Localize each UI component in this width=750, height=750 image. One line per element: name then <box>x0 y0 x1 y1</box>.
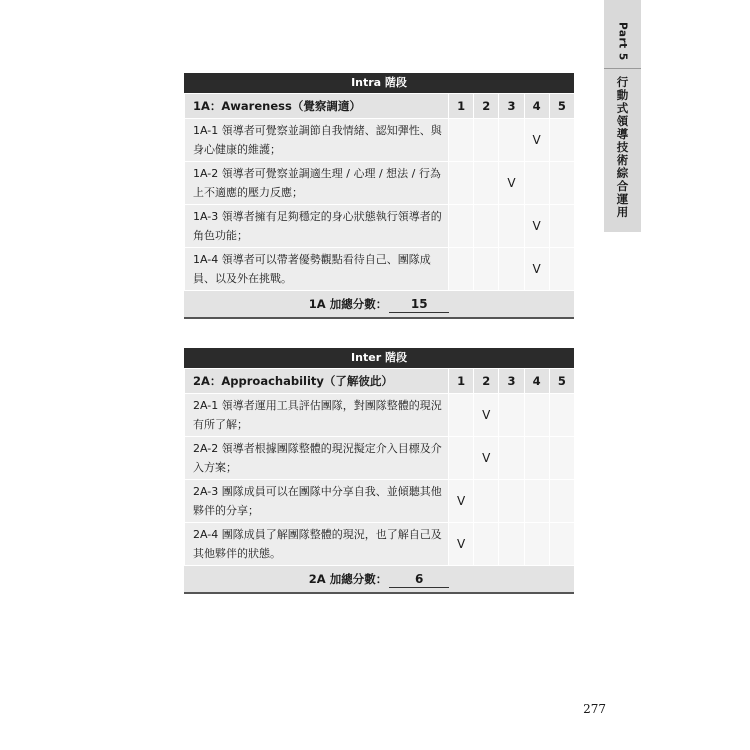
score-cell-4 <box>524 205 549 248</box>
check-mark: V <box>456 537 466 551</box>
scale-5: 5 <box>549 369 574 394</box>
score-cell-1 <box>449 248 474 291</box>
subheader-row <box>185 94 575 119</box>
check-mark: V <box>482 408 491 422</box>
score-cell-3 <box>499 119 524 162</box>
scale-2: 2 <box>474 369 499 394</box>
scale-1: 1 <box>449 94 474 119</box>
side-tab-divider <box>604 68 641 69</box>
scale-4: 4 <box>524 369 549 394</box>
item-text: 1A-1 領導者可覺察並調節自我情緒、認知彈性、與身心健康的維護； <box>185 119 449 162</box>
score-cell-2 <box>474 162 499 205</box>
item-text: 2A-4 團隊成員了解團隊整體的現況，也了解自己及其他夥伴的狀態。 <box>185 523 449 566</box>
score-cell-2 <box>474 119 499 162</box>
item-row <box>185 523 575 566</box>
item-row <box>185 205 575 248</box>
item-row <box>185 162 575 205</box>
score-cell-1 <box>449 205 474 248</box>
score-cell-5 <box>549 480 574 523</box>
item-text: 1A-3 領導者擁有足夠穩定的身心狀態執行領導者的角色功能； <box>185 205 449 248</box>
score-cell-5 <box>549 248 574 291</box>
score-cell-1 <box>449 394 474 437</box>
side-tab-part: Part 5 <box>616 22 629 61</box>
item-row <box>185 437 575 480</box>
assessment-table-intra <box>184 73 574 319</box>
score-cell-4 <box>524 162 549 205</box>
check-mark: V <box>532 219 541 233</box>
assessment-table-inter <box>184 348 574 594</box>
score-cell-5 <box>549 162 574 205</box>
score-cell-3 <box>499 523 524 566</box>
score-cell-1 <box>449 437 474 480</box>
total-row <box>184 291 574 319</box>
scale-2: 2 <box>474 94 499 119</box>
check-mark: V <box>532 262 541 276</box>
page-number: 277 <box>583 702 606 716</box>
subheader-row <box>185 369 575 394</box>
total-label: 2A 加總分數： <box>308 572 388 586</box>
score-cell-5 <box>549 205 574 248</box>
score-cell-4 <box>524 480 549 523</box>
score-cell-4 <box>524 437 549 480</box>
score-cell-5 <box>549 437 574 480</box>
scale-3: 3 <box>499 94 524 119</box>
score-cell-1 <box>449 119 474 162</box>
score-cell-2 <box>474 437 499 480</box>
score-cell-3 <box>499 248 524 291</box>
rating-table <box>184 368 575 566</box>
check-mark: V <box>507 176 516 190</box>
score-cell-2 <box>474 523 499 566</box>
check-mark: V <box>456 494 466 508</box>
score-cell-3 <box>499 437 524 480</box>
score-cell-4 <box>524 394 549 437</box>
total-value: 15 <box>389 296 449 313</box>
scale-5: 5 <box>549 94 574 119</box>
item-text: 2A-2 領導者根據團隊整體的現況擬定介入目標及介入方案； <box>185 437 449 480</box>
score-cell-2 <box>474 205 499 248</box>
score-cell-4 <box>524 523 549 566</box>
score-cell-3 <box>499 394 524 437</box>
item-row <box>185 480 575 523</box>
scale-4: 4 <box>524 94 549 119</box>
check-mark: V <box>482 451 491 465</box>
score-cell-3 <box>499 162 524 205</box>
subheader-label: 2A：Approachability（了解彼此） <box>185 369 449 394</box>
score-cell-5 <box>549 119 574 162</box>
score-cell-2 <box>474 394 499 437</box>
score-cell-4 <box>524 119 549 162</box>
score-cell-5 <box>549 523 574 566</box>
item-row <box>185 248 575 291</box>
scale-3: 3 <box>499 369 524 394</box>
item-text: 2A-3 團隊成員可以在團隊中分享自我、並傾聽其他夥伴的分享； <box>185 480 449 523</box>
score-cell-1 <box>449 523 474 566</box>
score-cell-3 <box>499 480 524 523</box>
score-cell-2 <box>474 248 499 291</box>
item-row <box>185 394 575 437</box>
item-row <box>185 119 575 162</box>
item-text: 2A-1 領導者運用工具評估團隊，對團隊整體的現況有所了解； <box>185 394 449 437</box>
score-cell-2 <box>474 480 499 523</box>
score-cell-3 <box>499 205 524 248</box>
side-tab-title: 行動式領導技術綜合運用 <box>615 76 630 219</box>
check-mark: V <box>532 133 541 147</box>
score-cell-5 <box>549 394 574 437</box>
total-row <box>184 566 574 594</box>
subheader-label: 1A：Awareness（覺察調適） <box>185 94 449 119</box>
section-header: Intra 階段 <box>184 73 574 93</box>
rating-table <box>184 93 575 291</box>
item-text: 1A-2 領導者可覺察並調適生理 / 心理 / 想法 / 行為上不適應的壓力反應； <box>185 162 449 205</box>
scale-1: 1 <box>449 369 474 394</box>
item-text: 1A-4 領導者可以帶著優勢觀點看待自己、團隊成員、以及外在挑戰。 <box>185 248 449 291</box>
score-cell-4 <box>524 248 549 291</box>
section-header: Inter 階段 <box>184 348 574 368</box>
score-cell-1 <box>449 480 474 523</box>
total-value: 6 <box>389 571 449 588</box>
total-label: 1A 加總分數： <box>308 297 388 311</box>
score-cell-1 <box>449 162 474 205</box>
